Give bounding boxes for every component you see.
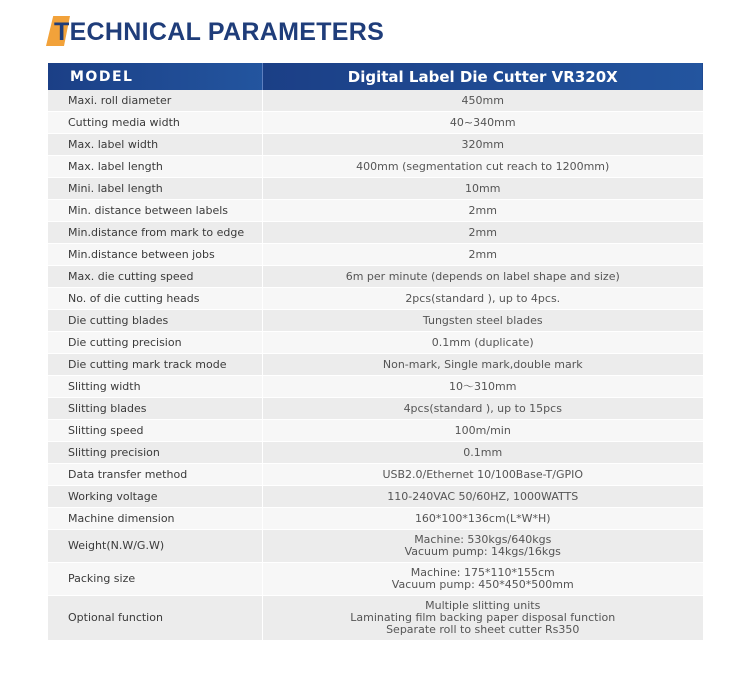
table-row [48, 178, 703, 200]
spec-label: Slitting blades [48, 398, 262, 420]
spec-value [262, 508, 703, 530]
spec-value [262, 486, 703, 508]
table-row [48, 200, 703, 222]
spec-value-line: 4pcs(standard ), up to 15pcs [403, 401, 562, 415]
spec-label: Cutting media width [48, 112, 262, 134]
spec-value [262, 596, 703, 641]
spec-value [262, 156, 703, 178]
table-row [48, 563, 703, 596]
spec-value-line: 450mm [461, 93, 504, 107]
table-row [48, 244, 703, 266]
spec-value [262, 200, 703, 222]
spec-value [262, 563, 703, 596]
spec-label: Max. die cutting speed [48, 266, 262, 288]
spec-label: Min. distance between labels [48, 200, 262, 222]
spec-value-line: Machine: 530kgs/640kgs [414, 533, 552, 546]
table-row [48, 310, 703, 332]
table-row [48, 134, 703, 156]
spec-value-line: 2mm [468, 203, 497, 217]
spec-value-line: Vacuum pump: 14kgs/16kgs [404, 545, 561, 558]
table-row [48, 266, 703, 288]
spec-value-line: 2mm [468, 225, 497, 239]
spec-value-line: 10mm [465, 181, 501, 195]
spec-label: Packing size [48, 563, 262, 596]
spec-value [262, 112, 703, 134]
spec-value [262, 222, 703, 244]
spec-value [262, 354, 703, 376]
spec-value-line: USB2.0/Ethernet 10/100Base-T/GPIO [382, 467, 584, 481]
spec-value-line: 320mm [461, 137, 504, 151]
spec-value-line: 6m per minute (depends on label shape and size) [345, 269, 620, 283]
spec-table [48, 63, 703, 641]
spec-value [262, 442, 703, 464]
spec-value-line: 2pcs(standard ), up to 4pcs. [405, 291, 561, 305]
spec-label: No. of die cutting heads [48, 288, 262, 310]
spec-value-line: Tungsten steel blades [422, 313, 543, 327]
spec-value [262, 420, 703, 442]
spec-label: Max. label length [48, 156, 262, 178]
spec-value-line: 0.1mm (duplicate) [431, 335, 534, 349]
column-header-model: MODEL [48, 63, 262, 90]
spec-value-line: 400mm (segmentation cut reach to 1200mm) [356, 159, 610, 173]
spec-value-line: Separate roll to sheet cutter Rs350 [386, 623, 580, 636]
table-row [48, 222, 703, 244]
spec-value [262, 332, 703, 354]
spec-label: Die cutting precision [48, 332, 262, 354]
table-row [48, 354, 703, 376]
spec-value [262, 398, 703, 420]
spec-value-line: 0.1mm [463, 445, 503, 459]
table-row [48, 288, 703, 310]
spec-label: Data transfer method [48, 464, 262, 486]
spec-value [262, 90, 703, 112]
table-row [48, 398, 703, 420]
spec-value-line: 40~340mm [449, 115, 516, 129]
spec-label: Max. label width [48, 134, 262, 156]
spec-label: Min.distance between jobs [48, 244, 262, 266]
spec-value [262, 464, 703, 486]
column-header-product: Digital Label Die Cutter VR320X [262, 63, 703, 90]
spec-table-body [48, 90, 703, 641]
table-row [48, 156, 703, 178]
table-row [48, 596, 703, 641]
spec-value [262, 376, 703, 398]
page-title: TECHNICAL PARAMETERS [54, 18, 385, 46]
spec-label: Weight(N.W/G.W) [48, 530, 262, 563]
spec-label: Maxi. roll diameter [48, 90, 262, 112]
spec-label: Slitting precision [48, 442, 262, 464]
table-row [48, 508, 703, 530]
spec-value-line: 160*100*136cm(L*W*H) [414, 511, 551, 525]
spec-value-line: 10～310mm [449, 379, 517, 393]
spec-value-line: Machine: 175*110*155cm [410, 566, 555, 579]
table-row [48, 442, 703, 464]
spec-value-line: 110-240VAC 50/60HZ, 1000WATTS [387, 489, 579, 503]
table-row [48, 90, 703, 112]
table-row [48, 530, 703, 563]
spec-label: Die cutting mark track mode [48, 354, 262, 376]
spec-value-line: Multiple slitting units [425, 599, 541, 612]
spec-value [262, 310, 703, 332]
table-row [48, 464, 703, 486]
table-row [48, 486, 703, 508]
spec-value [262, 244, 703, 266]
spec-label: Machine dimension [48, 508, 262, 530]
spec-value [262, 530, 703, 563]
spec-value-line: Vacuum pump: 450*450*500mm [391, 578, 574, 591]
spec-label: Slitting speed [48, 420, 262, 442]
spec-value-line: Laminating film backing paper disposal function [350, 611, 616, 624]
spec-value [262, 134, 703, 156]
spec-value-line: Non-mark, Single mark,double mark [382, 357, 583, 371]
spec-label: Min.distance from mark to edge [48, 222, 262, 244]
table-row [48, 376, 703, 398]
spec-value-line: 2mm [468, 247, 497, 261]
spec-label: Die cutting blades [48, 310, 262, 332]
spec-label: Working voltage [48, 486, 262, 508]
spec-value [262, 288, 703, 310]
table-row [48, 420, 703, 442]
spec-label: Optional function [48, 596, 262, 641]
spec-value [262, 266, 703, 288]
table-header-row [48, 63, 703, 90]
table-row [48, 112, 703, 134]
spec-value-line: 100m/min [454, 423, 511, 437]
spec-value [262, 178, 703, 200]
spec-label: Slitting width [48, 376, 262, 398]
spec-label: Mini. label length [48, 178, 262, 200]
table-row [48, 332, 703, 354]
